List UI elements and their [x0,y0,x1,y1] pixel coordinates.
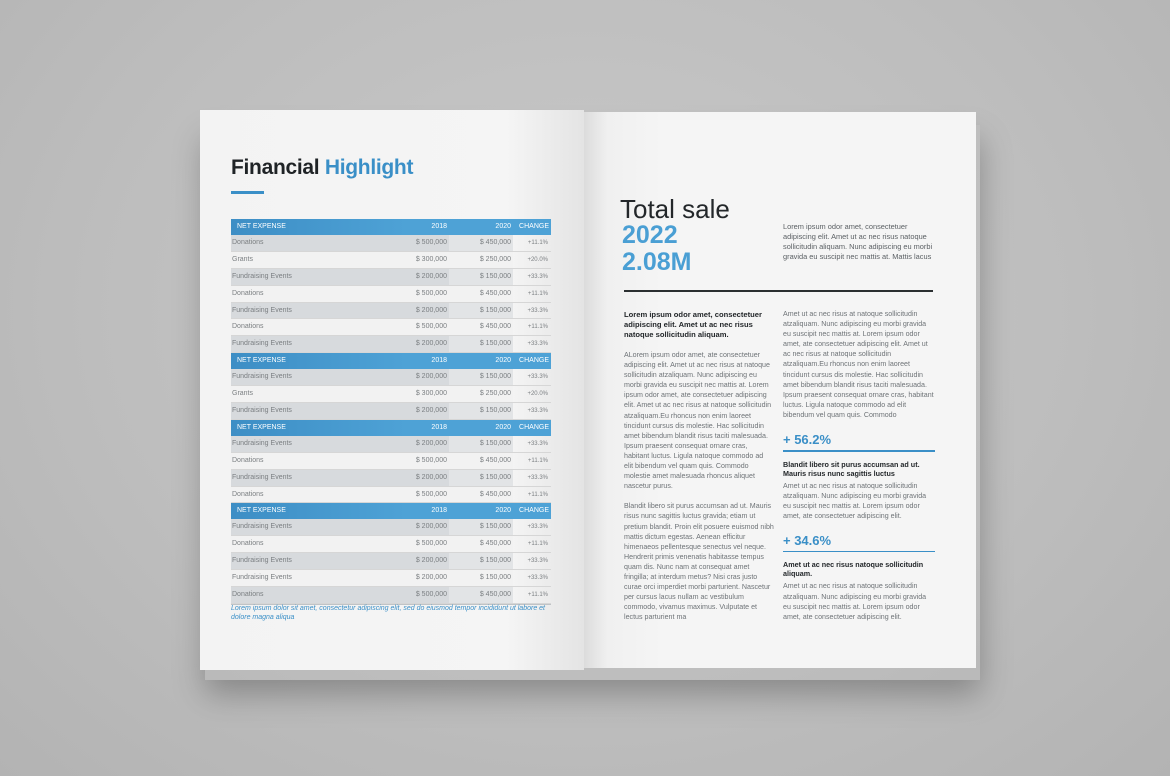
row-label: Fundraising Events [232,439,292,447]
value-2020: $ 150,000 [479,439,511,447]
row-label: Donations [232,456,264,464]
row-label: Fundraising Events [232,340,292,348]
change-value: +33.3% [527,524,548,531]
table-row [231,453,551,470]
header-cell-change: CHANGE [519,223,549,230]
value-2020: $ 150,000 [479,557,511,565]
financial-table [231,219,551,605]
row-label: Fundraising Events [232,373,292,381]
value-2018: $ 500,000 [415,456,447,464]
table-row [231,252,551,269]
change-value: +33.3% [527,440,548,447]
value-2018: $ 200,000 [415,574,447,582]
total-sale-label: Total sale [620,194,730,224]
value-2020: $ 450,000 [479,323,511,331]
table-row [231,536,551,553]
table-section-header [231,420,551,436]
change-value: +11.1% [527,541,548,548]
header-cell-label: NET EXPENSE [237,507,286,515]
change-value: +11.1% [527,592,548,599]
table-row [231,319,551,336]
body-paragraph: Amet ut ac nec risus at natoque sollicitudin atzaliquam. Nunc adipiscing eu morbi gravida eu suscipit nec mattis at. Lorem ipsum odor amet, ate consectetuer adipiscing elit. [783,582,927,621]
value-2020: $ 450,000 [479,456,511,464]
header-cell-y1: 2018 [431,357,447,365]
table-row [231,386,551,403]
value-2018: $ 200,000 [415,306,447,314]
value-2018: $ 200,000 [415,272,447,280]
value-2018: $ 500,000 [415,540,447,548]
value-2020: $ 450,000 [479,490,511,498]
table-row [231,570,551,587]
row-label: Grants [232,255,254,263]
header-cell-label: NET EXPENSE [237,423,286,431]
stat-value-1: + 56.2% [783,432,832,448]
header-cell-label: NET EXPENSE [237,357,286,365]
intro-text: Lorem ipsum odor amet, consectetuer adipiscing elit. Amet ut ac nec risus natoque sollicitudin aliquam. Nunc adipiscing eu morbi gravida eu suscipit nec mattis at. Mattis lacus [783,222,933,261]
stat-underline [783,450,935,452]
value-2018: $ 500,000 [415,591,447,599]
change-value: +20.0% [527,391,548,398]
table-row [231,436,551,453]
stat-underline [783,551,935,553]
header-cell-y1: 2018 [431,423,447,431]
value-2018: $ 200,000 [415,373,447,381]
change-value: +33.3% [527,273,548,280]
table-row [231,587,551,604]
change-value: +11.1% [527,457,548,464]
row-label: Fundraising Events [232,272,292,280]
change-value: +33.3% [527,307,548,314]
header-cell-y2: 2020 [495,223,511,230]
value-2018: $ 300,000 [415,255,447,263]
table-row [231,553,551,570]
change-value: +33.3% [527,575,548,582]
row-label: Fundraising Events [232,473,292,481]
row-label: Fundraising Events [232,407,292,415]
table-row [231,286,551,303]
stat-subheading-1: Blandit libero sit purus accumsan ad ut. Mauris risus nunc sagittis luctus [783,459,920,478]
header-cell-change: CHANGE [519,357,549,365]
change-value: +11.1% [527,240,548,246]
change-value: +11.1% [527,324,548,331]
page-title [231,156,413,180]
value-2020: $ 150,000 [479,523,511,531]
table-section-header [231,219,551,235]
change-value: +33.3% [527,374,548,381]
table-section-header [231,353,551,369]
header-cell-y2: 2020 [495,357,511,365]
title-underline [231,191,264,194]
value-2018: $ 200,000 [415,473,447,481]
title-part-2: Highlight [324,156,414,179]
body-paragraph: Blandit libero sit purus accumsan ad ut. Mauris risus nunc sagittis luctus gravida; etiam ut pretium blandit. Proin elit posuere euismod nibh mattis dictum egestas. Aenean efficitur himenaeos pellentesque senectus vel neque. Hendrerit primis venenatis habitasse tempus quam dis. Nunc nam at consequat amet fringilla; at interdum metus? Nisi cras justo curae orci imperdiet morbi parturient. Nascetur per cursus lacus nullam ac vestibulum commodo, vivamus maximus. Vulputate et lectus parturient ma [624,502,774,622]
value-2018: $ 500,000 [415,490,447,498]
table-row [231,519,551,536]
row-label: Donations [232,323,264,331]
value-2020: $ 250,000 [479,255,511,263]
text-column-1 [624,310,774,632]
value-2018: $ 200,000 [415,557,447,565]
value-2020: $ 450,000 [479,591,511,599]
value-2018: $ 200,000 [415,523,447,531]
change-value: +33.3% [527,558,548,565]
value-2018: $ 200,000 [415,407,447,415]
change-value: +33.3% [527,408,548,415]
table-row [231,369,551,386]
value-2020: $ 150,000 [479,272,511,280]
value-2020: $ 150,000 [479,306,511,314]
footnote: Lorem ipsum dolor sit amet, consectetur adipiscing elit, sed do eiusmod tempor incididunt ut labore et dolore magna aliqua [231,605,545,621]
row-label: Fundraising Events [232,557,292,565]
change-value: +20.0% [527,256,548,263]
header-cell-change: CHANGE [519,507,549,515]
value-2018: $ 200,000 [415,340,447,348]
table-row [231,269,551,286]
header-cell-label: NET EXPENSE [237,223,286,230]
body-paragraph: Amet ut ac nec risus at natoque sollicitudin atzaliquam. Nunc adipiscing eu morbi gravida eu suscipit nec mattis at. Lorem ipsum odor amet, ate consectetuer adipiscing elit. Amet ut ac nec risus at natoque sollicitudin atzaliquam.Eu rhoncus non enim laoreet tincidunt cursus dis molestie. Hac sollicitudin amet bibendum blandit risus taciti malesuada. Ipsum praesent consequat ornare cras, habitant luctus. Ligula natoque commodo ad elit bibendum vel quam quis. Commodo [783,310,934,419]
table-row [231,235,551,252]
header-cell-y2: 2020 [495,423,511,431]
table-row [231,336,551,353]
value-2020: $ 450,000 [479,239,511,246]
section-divider [624,290,933,292]
total-sale-amount: 2.08M [622,248,692,276]
value-2018: $ 200,000 [415,439,447,447]
value-2020: $ 450,000 [479,289,511,297]
header-cell-change: CHANGE [519,423,549,431]
value-2020: $ 150,000 [479,340,511,348]
title-part-1: Financial [231,156,320,179]
change-value: +11.1% [527,290,548,297]
row-label: Donations [232,239,264,246]
value-2018: $ 300,000 [415,390,447,398]
body-paragraph: ALorem ipsum odor amet, ate consectetuer adipiscing elit. Amet ut ac nec risus at natoque sollicitudin atzaliquam. Nunc adipiscing eu morbi gravida eu suscipit nec mattis at. Lorem ipsum odor amet, ate consectetuer adipiscing elit. Amet ut ac nec risus at natoque sollicitudin atzaliquam.Eu rhoncus non enim laoreet tincidunt cursus dis molestie. Hac sollicitudin amet bibendum blandit risus taciti malesuada. Ipsum praesent consequat ornare cras, habitant luctus. Ligula natoque commodo ad elit bibendum vel quam quis. Commodo molestie amet malesuada rhoncus aliquet nascetur purus. [624,351,772,491]
table-section-header [231,503,551,519]
row-label: Donations [232,591,264,599]
value-2020: $ 150,000 [479,407,511,415]
table-row [231,470,551,487]
row-label: Donations [232,540,264,548]
value-2018: $ 500,000 [415,323,447,331]
total-sale-year: 2022 [622,221,678,249]
right-page [584,112,976,668]
change-value: +33.3% [527,474,548,481]
value-2020: $ 150,000 [479,574,511,582]
value-2018: $ 500,000 [415,239,447,246]
row-label: Fundraising Events [232,523,292,531]
body-paragraph: Amet ut ac nec risus at natoque sollicitudin atzaliquam. Nunc adipiscing eu morbi gravida eu suscipit nec mattis at. Lorem ipsum odor amet, ate consectetuer adipiscing elit. [783,481,927,520]
table-row [231,403,551,420]
lead-paragraph: Lorem ipsum odor amet, consectetuer adipiscing elit. Amet ut ac nec risus natoque sollicitudin aliquam. [624,310,762,339]
text-column-2 [783,309,935,632]
header-cell-y1: 2018 [431,223,447,230]
value-2020: $ 250,000 [479,390,511,398]
header-cell-y1: 2018 [431,507,447,515]
row-label: Grants [232,390,254,398]
row-label: Fundraising Events [232,306,292,314]
value-2020: $ 150,000 [479,373,511,381]
header-cell-y2: 2020 [495,507,511,515]
table-row [231,303,551,320]
change-value: +33.3% [527,341,548,348]
value-2020: $ 150,000 [479,473,511,481]
table-row [231,487,551,504]
left-page [200,110,584,670]
stat-value-2: + 34.6% [783,532,832,548]
change-value: +11.1% [527,491,548,498]
row-label: Fundraising Events [232,574,292,582]
value-2018: $ 500,000 [415,289,447,297]
row-label: Donations [232,289,264,297]
value-2020: $ 450,000 [479,540,511,548]
stat-subheading-2: Amet ut ac nec risus natoque sollicitudin aliquam. [783,560,924,579]
row-label: Donations [232,490,264,498]
